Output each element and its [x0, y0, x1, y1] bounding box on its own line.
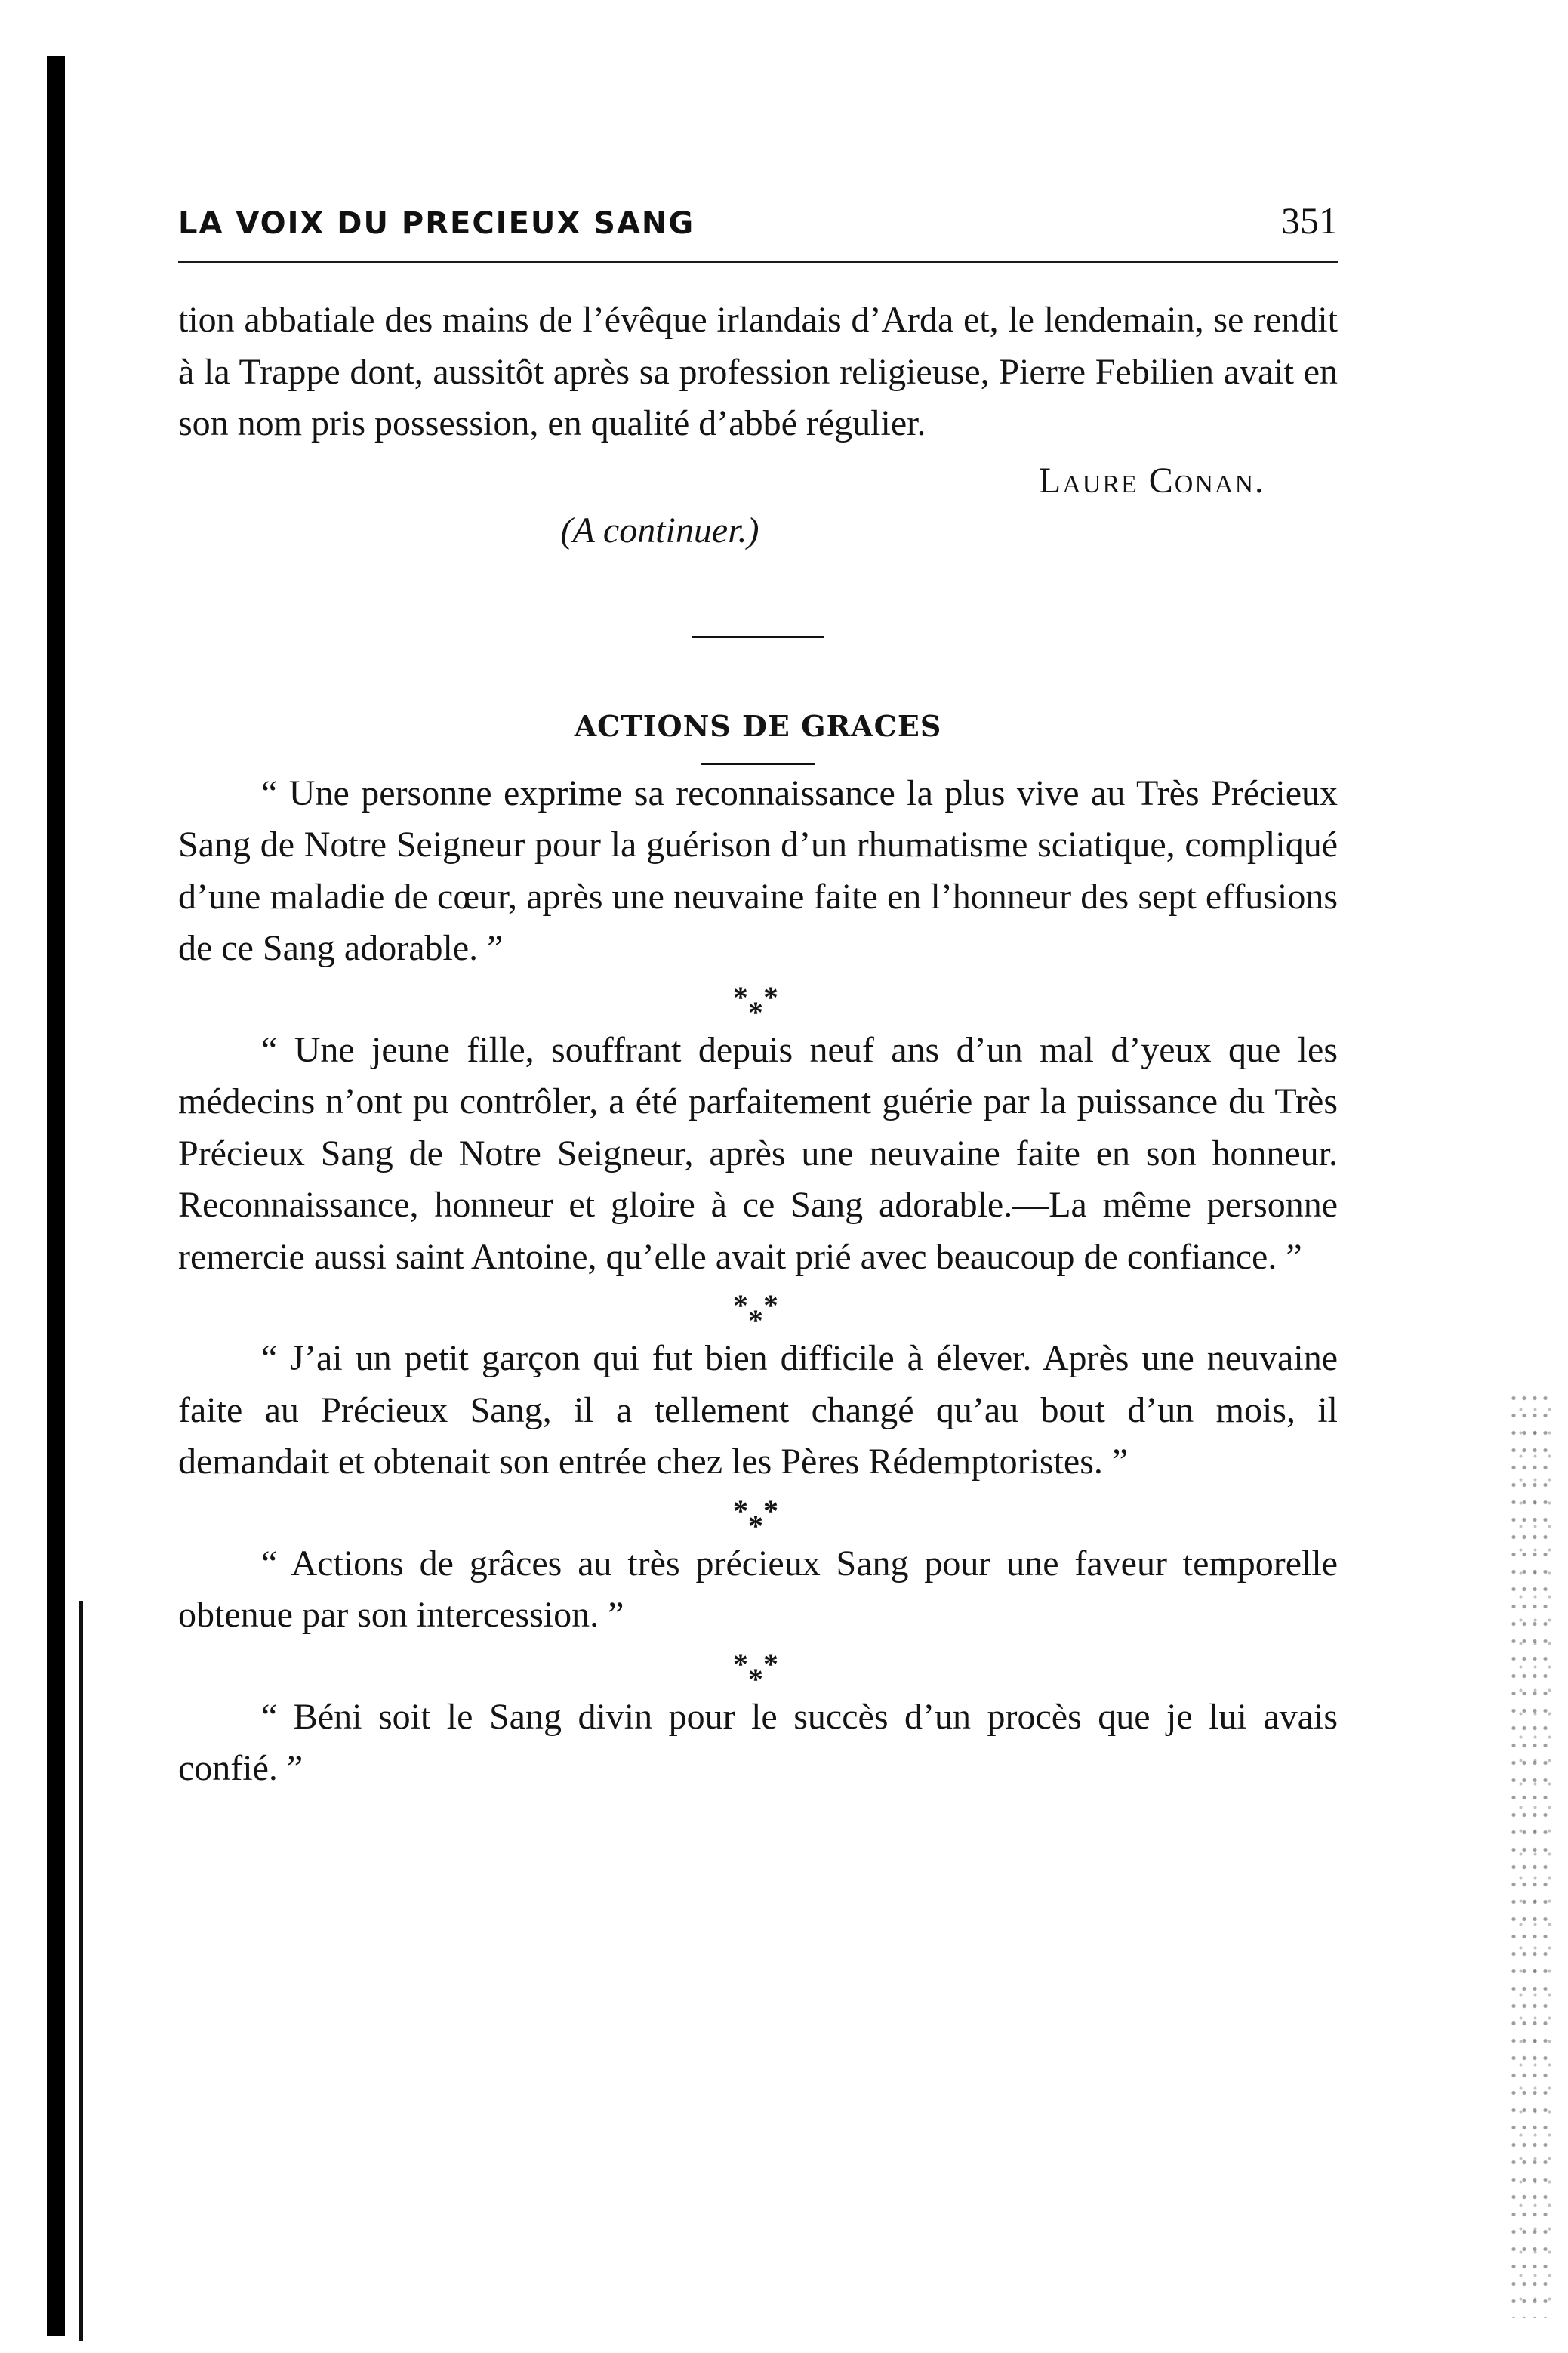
running-head [178, 193, 1338, 263]
asterism-star: * [763, 1288, 778, 1322]
asterism-star: * [763, 979, 778, 1014]
asterism-star: * [733, 1646, 748, 1681]
asterism-star: * [748, 1303, 763, 1337]
asterism-star: * [763, 1646, 778, 1681]
asterism-star: * [748, 1661, 763, 1696]
asterism [724, 1488, 792, 1543]
asterism-star: * [733, 1288, 748, 1322]
asterism-star: * [733, 979, 748, 1014]
thanksgiving-entry: “ Béni soit le Sang divin pour le succès d’un procès que je lui avais confié. ” [178, 1696, 1338, 1788]
asterism [724, 1642, 792, 1696]
thanksgiving-entry: “ Actions de grâces au très précieux Sang pour une faveur temporelle obtenue par son intercession. ” [178, 1543, 1338, 1635]
asterism-star: * [748, 995, 763, 1029]
thanksgiving-entry: “ Une personne exprime sa reconnaissance la plus vive au Très Précieux Sang de Notre Seigneur pour la guérison d’un rhumatisme sciatique, compliqué d’une maladie de cœur, après une neuvaine faite en l’honneur des sept effusions de ce Sang adorable. ” [178, 773, 1338, 968]
title-underline [701, 763, 815, 765]
asterism-star: * [733, 1493, 748, 1528]
asterism-star: * [763, 1493, 778, 1528]
scan-specks [1508, 1389, 1554, 2318]
section-divider [692, 636, 824, 638]
author-signature: Laure Conan. [1038, 460, 1265, 501]
asterism-star: * [748, 1508, 763, 1543]
paragraph-continued: tion abbatiale des mains de l’évêque irlandais d’Arda et, le lendemain, se rendit à la Trappe dont, aussitôt après sa profession religieuse, Pierre Febilien avait en son nom pris possession, en qualité d’abbé régulier. [178, 300, 1338, 443]
book-page [178, 193, 1338, 1795]
asterism [724, 1283, 792, 1337]
continuation-note: (A continuer.) [560, 510, 759, 550]
page-number: 351 [1281, 199, 1338, 242]
thanksgiving-entry: “ J’ai un petit garçon qui fut bien difficile à élever. Après une neuvaine faite au Précieux Sang, il a tellement changé qu’au bout d’un mois, il demandait et obtenait son entrée chez les Pères Rédemptoristes. ” [178, 1338, 1338, 1482]
binding-shadow [79, 1601, 83, 2341]
page-body [178, 295, 1338, 1795]
running-head-title: LA VOIX DU PRECIEUX SANG [178, 206, 695, 241]
binding-edge [47, 56, 65, 2336]
section-title: ACTIONS DE GRACES [574, 708, 942, 743]
asterism [724, 975, 792, 1029]
thanksgiving-entry: “ Une jeune fille, souffrant depuis neuf ans d’un mal d’yeux que les médecins n’ont pu contrôler, a été parfaitement guérie par la puissance du Très Précieux Sang de Notre Seigneur, après une neuvaine faite en son honneur. Reconnaissance, honneur et gloire à ce Sang adorable.—La même personne remercie aussi saint Antoine, qu’elle avait prié avec beaucoup de confiance. ” [178, 1029, 1338, 1277]
